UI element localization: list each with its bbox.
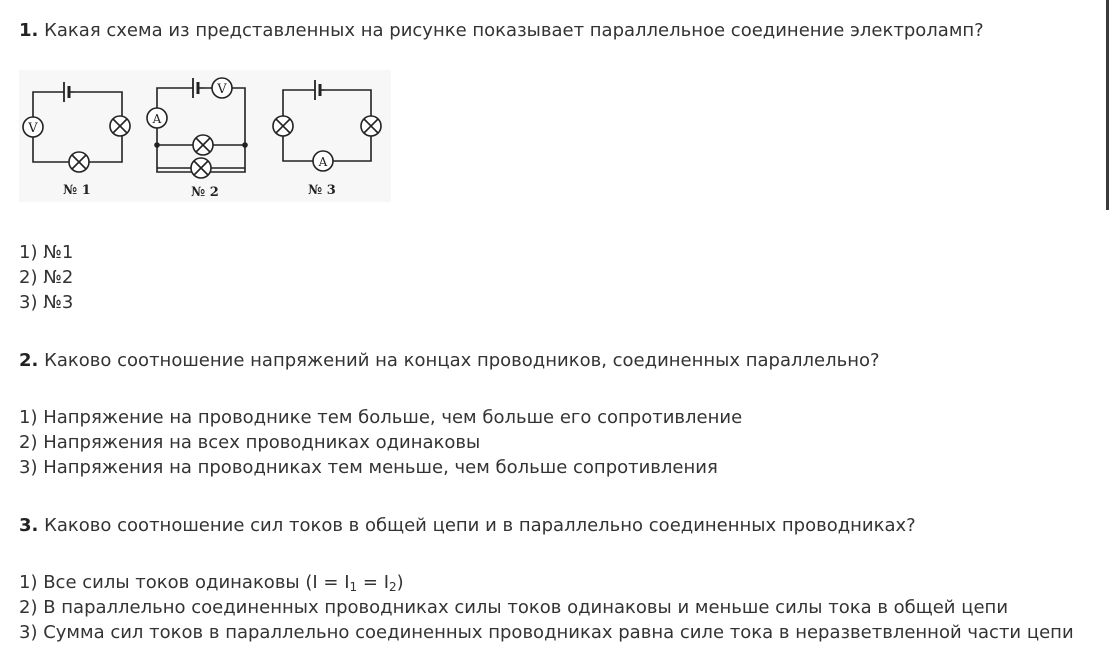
- lamp-icon: [273, 116, 293, 136]
- lamp-icon: [191, 158, 211, 178]
- ammeter-icon: [313, 151, 333, 171]
- answer-option: 1) №1: [19, 242, 74, 263]
- answer-option: 2) №2: [19, 267, 74, 288]
- answer-option: 3) №3: [19, 292, 74, 313]
- circuit-label: № 2: [191, 185, 219, 200]
- svg-text:A: A: [152, 112, 162, 126]
- svg-text:V: V: [28, 121, 38, 136]
- circuit-2: [147, 78, 247, 200]
- circuit-diagrams-figure: [19, 70, 391, 202]
- question-number: 3.: [19, 515, 39, 536]
- answer-option: 1) Напряжение на проводнике тем больше, чем больше его сопротивление: [19, 407, 743, 428]
- voltmeter-icon: [23, 117, 43, 137]
- lamp-icon: [110, 116, 130, 136]
- svg-text:A: A: [318, 155, 328, 169]
- question-text: Какая схема из представленных на рисунке показывает параллельное соединение электроламп?: [44, 20, 984, 41]
- lamp-icon: [361, 116, 381, 136]
- answer-option: 3) Сумма сил токов в параллельно соединенных проводниках равна силе тока в неразветвленной части цепи: [19, 622, 1074, 643]
- question-3: [19, 513, 916, 538]
- answer-option: 1) Все силы токов одинаковы $(I = I_1 = I_2)$: [19, 572, 404, 594]
- lamp-icon: [69, 152, 89, 172]
- circuit-label: № 1: [63, 183, 91, 198]
- question-1: [19, 18, 984, 43]
- answer-option: 3) Напряжения на проводниках тем меньше, чем больше сопротивления: [19, 457, 718, 478]
- circuit-diagrams: [19, 70, 391, 202]
- voltmeter-icon: [212, 78, 232, 98]
- question-number: 2.: [19, 350, 39, 371]
- answer-option: 2) Напряжения на всех проводниках одинаковы: [19, 432, 481, 453]
- question-number: 1.: [19, 20, 39, 41]
- svg-text:V: V: [217, 82, 227, 97]
- question-text: Каково соотношение напряжений на концах проводников, соединенных параллельно?: [44, 350, 880, 371]
- lamp-icon: [193, 135, 213, 155]
- question-2-options: [19, 405, 742, 480]
- answer-option: 2) В параллельно соединенных проводниках силы токов одинаковы и меньше силы тока в общей цепи: [19, 597, 1009, 618]
- question-text: Каково соотношение сил токов в общей цепи и в параллельно соединенных проводниках?: [44, 515, 916, 536]
- circuit-1: [23, 82, 130, 198]
- question-3-options: [19, 570, 1074, 645]
- question-2: [19, 348, 880, 373]
- question-1-options: [19, 240, 73, 315]
- ammeter-icon: [147, 108, 167, 128]
- circuit-label: № 3: [308, 183, 336, 198]
- circuit-3: [273, 80, 381, 198]
